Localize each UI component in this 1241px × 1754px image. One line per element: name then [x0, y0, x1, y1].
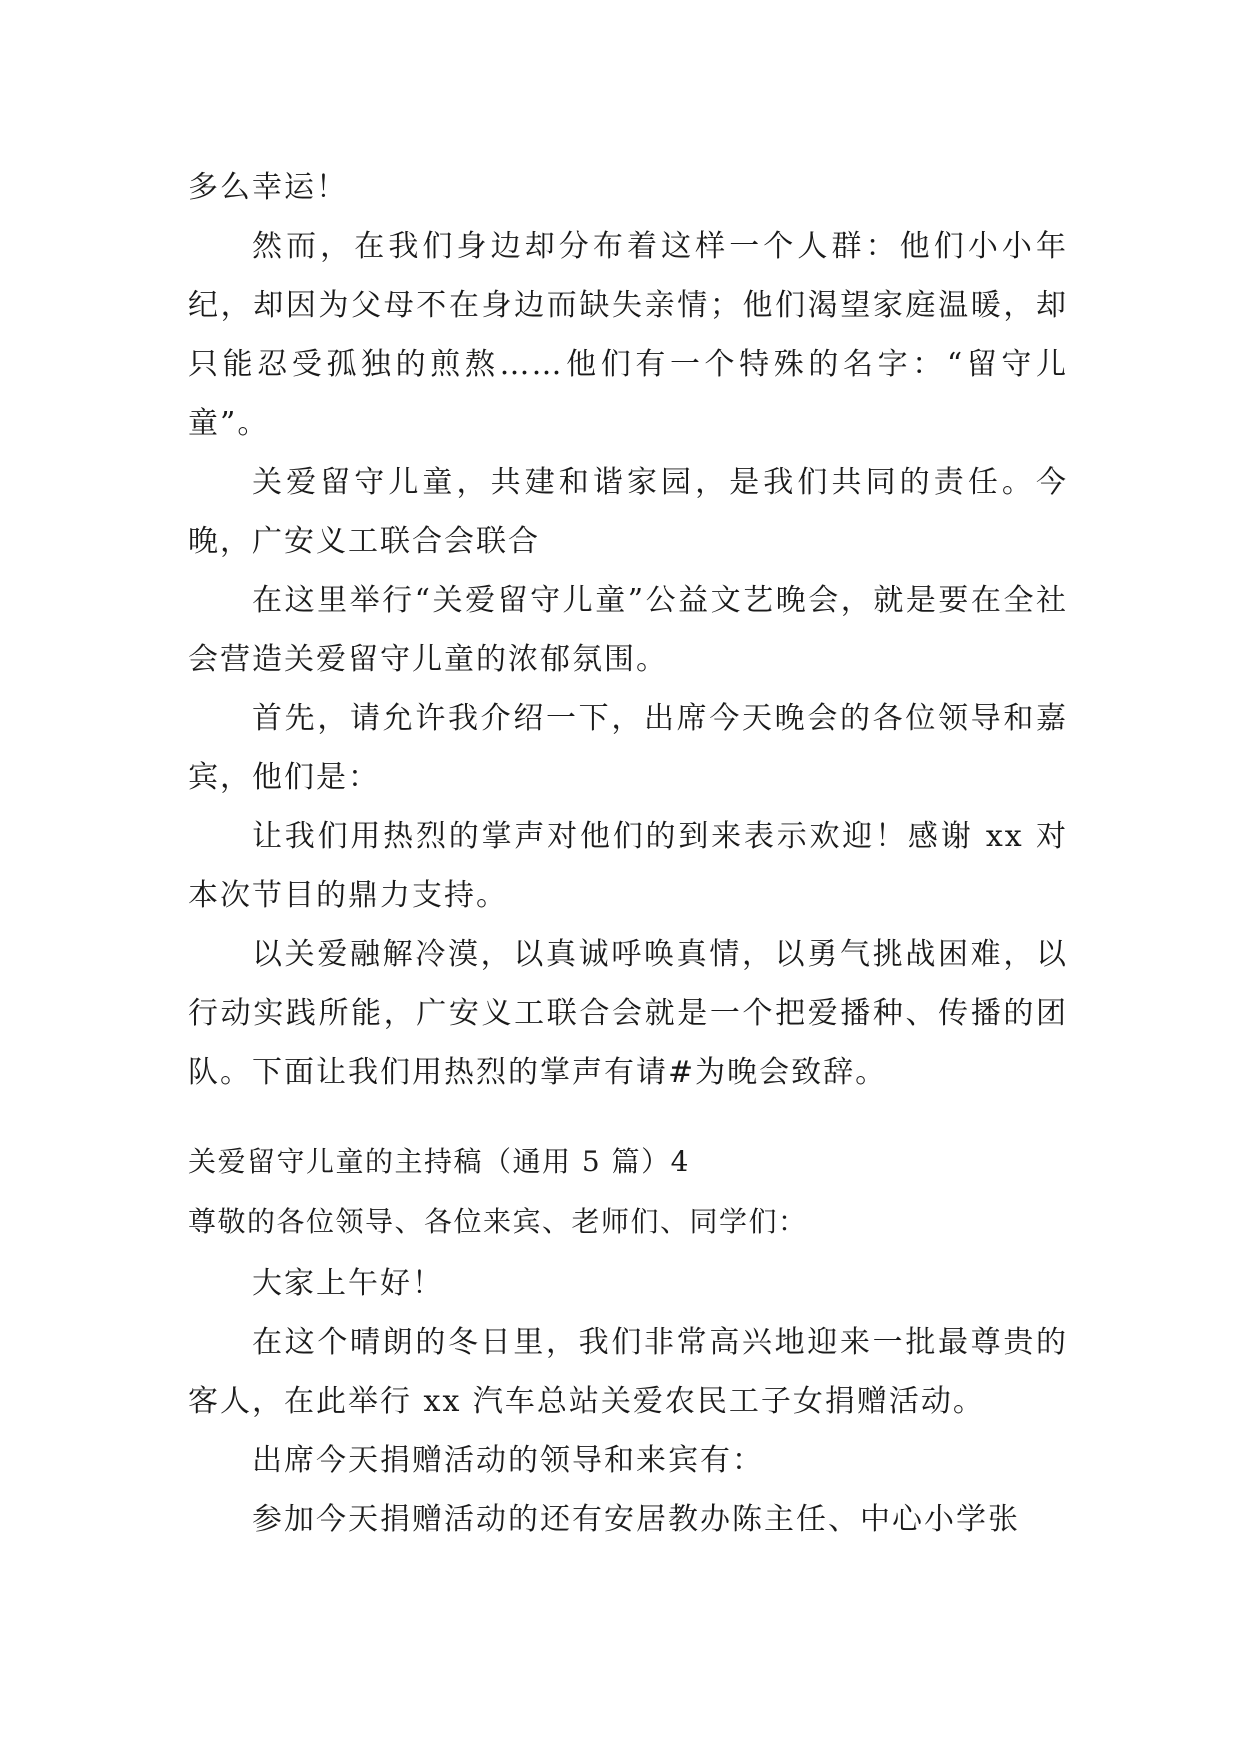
paragraph: 在这个晴朗的冬日里，我们非常高兴地迎来一批最尊贵的客人，在此举行 xx 汽车总站关爱农民工子女捐赠活动。: [188, 1325, 1068, 1419]
section-2-header: [188, 1134, 1068, 1254]
paragraph: 关爱留守儿童，共建和谐家园，是我们共同的责任。今晚，广安义工联合会联合: [188, 465, 1068, 559]
section-heading: 关爱留守儿童的主持稿（通用 5 篇）4: [188, 1145, 690, 1178]
paragraph: 出席今天捐赠活动的领导和来宾有：: [252, 1443, 764, 1478]
section-1-body: [188, 158, 1068, 1102]
paragraph: 参加今天捐赠活动的还有安居教办陈主任、中心小学张: [252, 1502, 1020, 1537]
paragraph: 大家上午好！: [252, 1266, 444, 1301]
paragraph: 多么幸运！: [188, 170, 348, 205]
paragraph: 然而，在我们身边却分布着这样一个人群：他们小小年纪，却因为父母不在身边而缺失亲情；他们渴望家庭温暖，却只能忍受孤独的煎熬……他们有一个特殊的名字：“留守儿童”。: [188, 229, 1068, 441]
paragraph: 首先，请允许我介绍一下，出席今天晚会的各位领导和嘉宾，他们是：: [188, 701, 1068, 795]
paragraph: 以关爱融解冷漠，以真诚呼唤真情，以勇气挑战困难，以行动实践所能，广安义工联合会就是一个把爱播种、传播的团队。下面让我们用热烈的掌声有请#为晚会致辞。: [188, 937, 1068, 1090]
salutation: 尊敬的各位领导、各位来宾、老师们、同学们：: [188, 1205, 808, 1238]
section-2-body: [188, 1254, 1068, 1549]
paragraph: 在这里举行“关爱留守儿童”公益文艺晚会，就是要在全社会营造关爱留守儿童的浓郁氛围。: [188, 583, 1068, 677]
paragraph: 让我们用热烈的掌声对他们的到来表示欢迎！感谢 xx 对本次节目的鼎力支持。: [188, 819, 1068, 913]
